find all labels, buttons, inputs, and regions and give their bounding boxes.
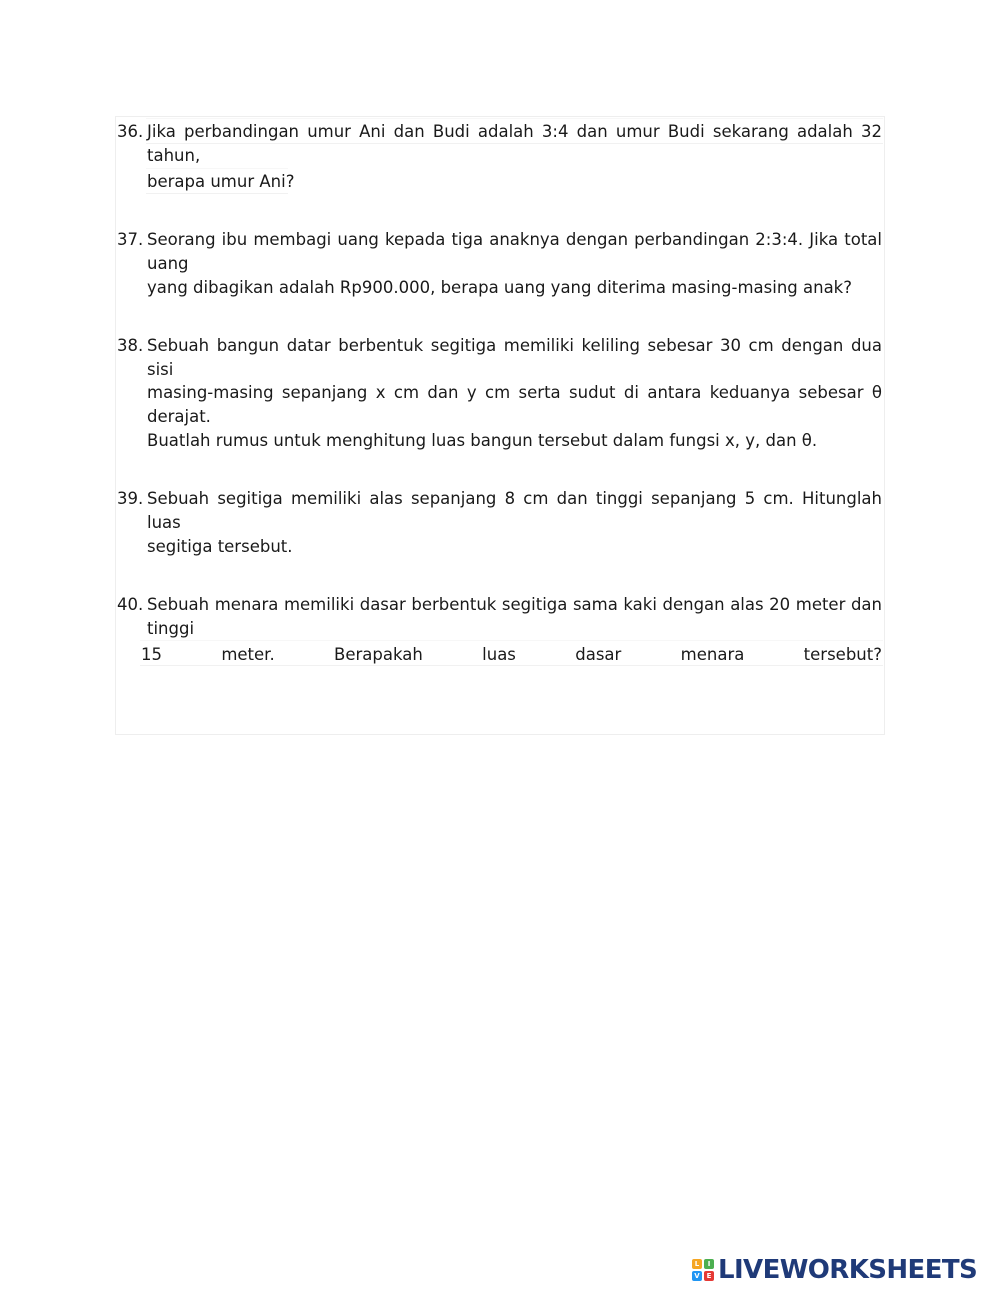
question-text-line: masing-masing sepanjang x cm dan y cm serta sudut di antara keduanya sebesar θ derajat. — [147, 383, 882, 426]
logo-letter: I — [704, 1259, 714, 1269]
question-number: 37. — [117, 230, 144, 249]
question-text-line: 15 meter. Berapakah luas dasar menara tersebut? — [141, 645, 882, 664]
question-number: 38. — [117, 336, 144, 355]
question-text-line: segitiga tersebut. — [147, 537, 293, 556]
logo-letter: E — [704, 1271, 714, 1281]
liveworksheets-logo-icon — [692, 1259, 714, 1281]
question-text-line: Sebuah segitiga memiliki alas sepanjang 8 cm dan tinggi sepanjang 5 cm. Hitunglah luas — [147, 489, 882, 532]
question-text-line: Jika perbandingan umur Ani dan Budi adalah 3:4 dan umur Budi sekarang adalah 32 tahun, — [147, 122, 882, 165]
question-text-line: Sebuah menara memiliki dasar berbentuk segitiga sama kaki dengan alas 20 meter dan tinggi — [147, 595, 882, 638]
question-text-line: Buatlah rumus untuk menghitung luas bangun tersebut dalam fungsi x, y, dan θ. — [147, 431, 818, 450]
logo-letter: L — [692, 1259, 702, 1269]
question-text-line: Seorang ibu membagi uang kepada tiga anaknya dengan perbandingan 2:3:4. Jika total uang — [147, 230, 882, 273]
brand-text: LIVEWORKSHEETS — [718, 1255, 978, 1285]
question-number: 40. — [117, 595, 144, 614]
question-text-line: yang dibagikan adalah Rp900.000, berapa uang yang diterima masing-masing anak? — [147, 278, 852, 297]
question-number: 36. — [117, 122, 144, 141]
question-number: 39. — [117, 489, 144, 508]
logo-letter: V — [692, 1271, 702, 1281]
liveworksheets-brand[interactable] — [692, 1252, 977, 1288]
question-text-line: Sebuah bangun datar berbentuk segitiga memiliki keliling sebesar 30 cm dengan dua sisi — [147, 336, 882, 379]
question-text-line: berapa umur Ani? — [147, 172, 295, 191]
